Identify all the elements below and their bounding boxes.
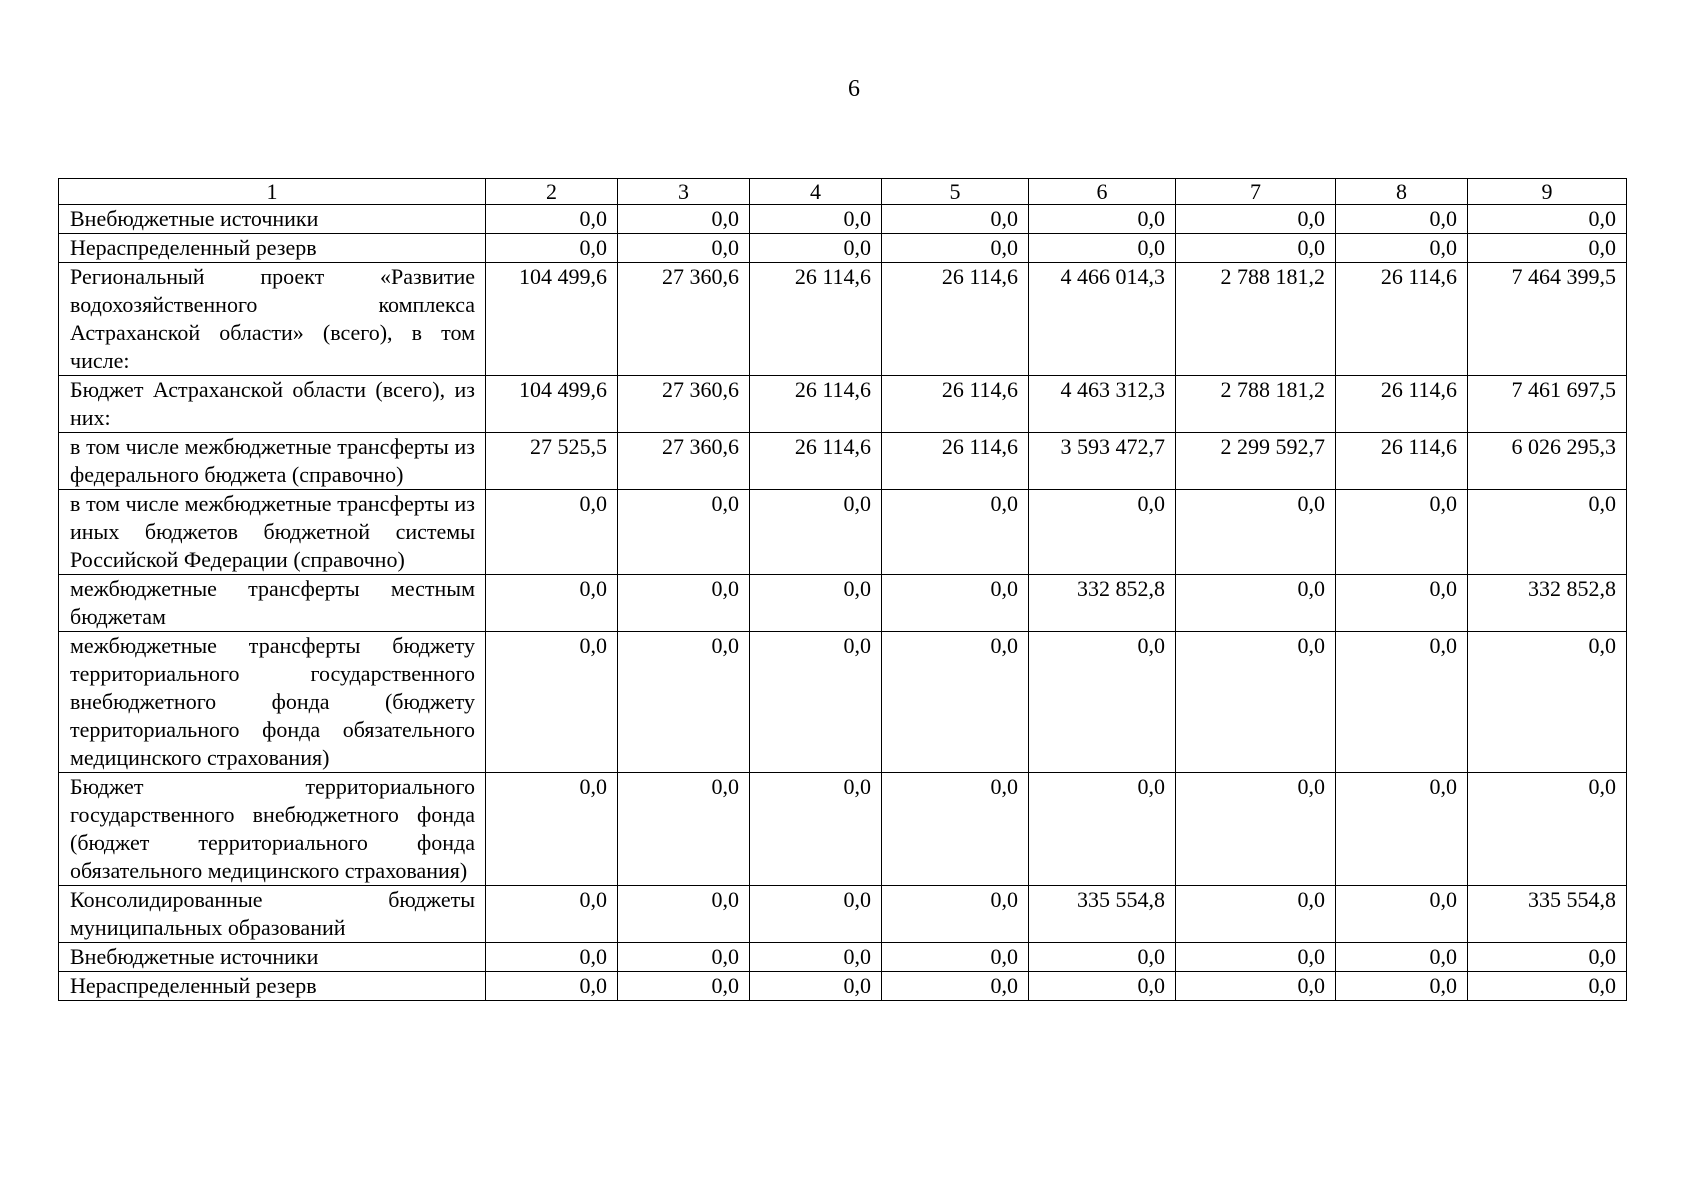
value-cell: 0,0 <box>486 773 618 886</box>
row-label: в том числе межбюджетные трансферты из иных бюджетов бюджетной системы Российской Федерации (справочно) <box>59 490 486 575</box>
value-cell: 26 114,6 <box>750 376 882 433</box>
value-cell: 0,0 <box>618 773 750 886</box>
value-cell: 0,0 <box>486 490 618 575</box>
value-cell: 0,0 <box>1468 632 1627 773</box>
value-cell: 26 114,6 <box>1336 433 1468 490</box>
value-cell: 0,0 <box>882 234 1029 263</box>
row-label: Нераспределенный резерв <box>59 234 486 263</box>
page-number: 6 <box>848 76 860 102</box>
value-cell: 0,0 <box>486 234 618 263</box>
value-cell: 27 525,5 <box>486 433 618 490</box>
value-cell: 0,0 <box>1468 943 1627 972</box>
value-cell: 0,0 <box>618 632 750 773</box>
value-cell: 0,0 <box>750 632 882 773</box>
column-header: 4 <box>750 179 882 205</box>
value-cell: 0,0 <box>1336 575 1468 632</box>
value-cell: 104 499,6 <box>486 263 618 376</box>
value-cell: 0,0 <box>618 234 750 263</box>
table-row <box>59 490 1627 575</box>
table-row <box>59 234 1627 263</box>
value-cell: 0,0 <box>750 943 882 972</box>
value-cell: 0,0 <box>618 886 750 943</box>
value-cell: 0,0 <box>750 575 882 632</box>
value-cell: 0,0 <box>1468 234 1627 263</box>
value-cell: 0,0 <box>882 943 1029 972</box>
value-cell: 0,0 <box>1176 943 1336 972</box>
value-cell: 0,0 <box>486 943 618 972</box>
value-cell: 0,0 <box>1176 205 1336 234</box>
value-cell: 0,0 <box>1029 972 1176 1001</box>
value-cell: 0,0 <box>750 234 882 263</box>
table-row <box>59 632 1627 773</box>
value-cell: 0,0 <box>882 490 1029 575</box>
value-cell: 0,0 <box>1029 943 1176 972</box>
value-cell: 0,0 <box>1336 205 1468 234</box>
value-cell: 0,0 <box>486 205 618 234</box>
value-cell: 0,0 <box>750 972 882 1001</box>
table-row <box>59 575 1627 632</box>
value-cell: 27 360,6 <box>618 433 750 490</box>
value-cell: 0,0 <box>1176 490 1336 575</box>
value-cell: 332 852,8 <box>1029 575 1176 632</box>
value-cell: 0,0 <box>486 575 618 632</box>
table-row <box>59 376 1627 433</box>
value-cell: 0,0 <box>750 773 882 886</box>
value-cell: 0,0 <box>1336 886 1468 943</box>
column-header: 8 <box>1336 179 1468 205</box>
row-label: Внебюджетные источники <box>59 943 486 972</box>
value-cell: 0,0 <box>1176 773 1336 886</box>
table-row <box>59 886 1627 943</box>
value-cell: 26 114,6 <box>882 433 1029 490</box>
value-cell: 27 360,6 <box>618 376 750 433</box>
value-cell: 7 464 399,5 <box>1468 263 1627 376</box>
row-label: Консолидированные бюджеты муниципальных образований <box>59 886 486 943</box>
value-cell: 27 360,6 <box>618 263 750 376</box>
value-cell: 0,0 <box>1468 205 1627 234</box>
value-cell: 0,0 <box>1468 773 1627 886</box>
value-cell: 0,0 <box>882 886 1029 943</box>
value-cell: 0,0 <box>1336 234 1468 263</box>
value-cell: 0,0 <box>618 943 750 972</box>
value-cell: 332 852,8 <box>1468 575 1627 632</box>
row-label: Бюджет территориального государственного внебюджетного фонда (бюджет территориального фонда обязательного медицинского страхования) <box>59 773 486 886</box>
value-cell: 0,0 <box>1176 632 1336 773</box>
table-body <box>59 179 1627 1001</box>
value-cell: 104 499,6 <box>486 376 618 433</box>
row-label: Внебюджетные источники <box>59 205 486 234</box>
value-cell: 0,0 <box>1336 773 1468 886</box>
value-cell: 0,0 <box>1029 632 1176 773</box>
value-cell: 2 299 592,7 <box>1176 433 1336 490</box>
value-cell: 0,0 <box>1029 205 1176 234</box>
value-cell: 26 114,6 <box>750 433 882 490</box>
value-cell: 0,0 <box>618 575 750 632</box>
value-cell: 0,0 <box>1468 972 1627 1001</box>
value-cell: 0,0 <box>486 632 618 773</box>
value-cell: 0,0 <box>1176 234 1336 263</box>
row-label: межбюджетные трансферты бюджету территориального государственного внебюджетного фонда (бюджету территориального фонда обязательного медицинского страхования) <box>59 632 486 773</box>
table-row <box>59 263 1627 376</box>
value-cell: 7 461 697,5 <box>1468 376 1627 433</box>
value-cell: 0,0 <box>882 575 1029 632</box>
value-cell: 0,0 <box>1176 972 1336 1001</box>
row-label: Бюджет Астраханской области (всего), из них: <box>59 376 486 433</box>
value-cell: 0,0 <box>1029 490 1176 575</box>
value-cell: 0,0 <box>486 886 618 943</box>
column-header: 9 <box>1468 179 1627 205</box>
value-cell: 0,0 <box>618 972 750 1001</box>
value-cell: 26 114,6 <box>750 263 882 376</box>
column-number-row <box>59 179 1627 205</box>
value-cell: 0,0 <box>750 205 882 234</box>
value-cell: 26 114,6 <box>1336 263 1468 376</box>
value-cell: 0,0 <box>750 490 882 575</box>
value-cell: 0,0 <box>750 886 882 943</box>
budget-table <box>58 178 1627 1001</box>
value-cell: 335 554,8 <box>1468 886 1627 943</box>
value-cell: 6 026 295,3 <box>1468 433 1627 490</box>
column-header: 2 <box>486 179 618 205</box>
row-label: межбюджетные трансферты местным бюджетам <box>59 575 486 632</box>
value-cell: 0,0 <box>882 205 1029 234</box>
value-cell: 4 466 014,3 <box>1029 263 1176 376</box>
value-cell: 2 788 181,2 <box>1176 376 1336 433</box>
value-cell: 0,0 <box>1336 943 1468 972</box>
column-header: 5 <box>882 179 1029 205</box>
value-cell: 26 114,6 <box>882 263 1029 376</box>
column-header: 1 <box>59 179 486 205</box>
value-cell: 3 593 472,7 <box>1029 433 1176 490</box>
column-header: 3 <box>618 179 750 205</box>
value-cell: 0,0 <box>1029 234 1176 263</box>
table-row <box>59 205 1627 234</box>
value-cell: 0,0 <box>1176 886 1336 943</box>
value-cell: 0,0 <box>882 972 1029 1001</box>
table-row <box>59 773 1627 886</box>
value-cell: 0,0 <box>1336 490 1468 575</box>
value-cell: 0,0 <box>1468 490 1627 575</box>
value-cell: 0,0 <box>1336 972 1468 1001</box>
table-row <box>59 943 1627 972</box>
value-cell: 0,0 <box>882 632 1029 773</box>
value-cell: 26 114,6 <box>882 376 1029 433</box>
row-label: в том числе межбюджетные трансферты из федерального бюджета (справочно) <box>59 433 486 490</box>
value-cell: 335 554,8 <box>1029 886 1176 943</box>
row-label: Региональный проект «Развитие водохозяйственного комплекса Астраханской области» (всего), в том числе: <box>59 263 486 376</box>
value-cell: 0,0 <box>1336 632 1468 773</box>
column-header: 7 <box>1176 179 1336 205</box>
value-cell: 0,0 <box>1176 575 1336 632</box>
table-row <box>59 972 1627 1001</box>
value-cell: 4 463 312,3 <box>1029 376 1176 433</box>
value-cell: 0,0 <box>618 205 750 234</box>
value-cell: 0,0 <box>486 972 618 1001</box>
value-cell: 0,0 <box>618 490 750 575</box>
row-label: Нераспределенный резерв <box>59 972 486 1001</box>
value-cell: 2 788 181,2 <box>1176 263 1336 376</box>
value-cell: 0,0 <box>1029 773 1176 886</box>
table-row <box>59 433 1627 490</box>
value-cell: 0,0 <box>882 773 1029 886</box>
value-cell: 26 114,6 <box>1336 376 1468 433</box>
column-header: 6 <box>1029 179 1176 205</box>
